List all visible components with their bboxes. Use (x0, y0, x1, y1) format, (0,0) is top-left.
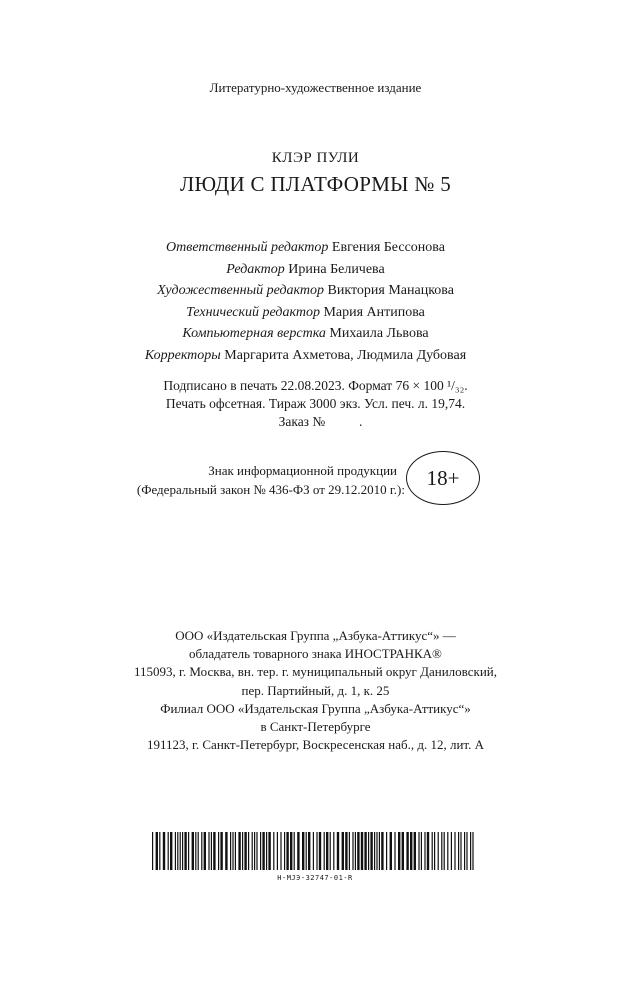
barcode-bar (170, 832, 172, 870)
barcode-bar (201, 832, 202, 870)
publisher-line: ООО «Издательская Группа „Азбука-Аттикус“» — (175, 628, 456, 643)
barcode-bar (308, 832, 310, 870)
barcode-bar (441, 832, 442, 870)
credit-person: Мария Антипова (323, 304, 425, 320)
credit-person: Михаила Львова (329, 326, 429, 341)
barcode-bar (319, 832, 321, 870)
book-title: ЛЮДИ С ПЛАТФОРМЫ № 5 (179, 172, 452, 196)
barcode-bar (152, 832, 153, 870)
barcode-bar (451, 832, 452, 870)
barcode-bar (345, 832, 347, 870)
barcode-bar (337, 832, 339, 870)
barcode-bar (280, 832, 281, 870)
barcode-bar (333, 832, 334, 870)
print-line-circulation: Печать офсетная. Тираж 3000 экз. Усл. печ. л. 19,74. (165, 396, 466, 411)
barcode-bar (447, 832, 448, 870)
credit-person: Ирина Беличева (288, 261, 385, 277)
barcode-bar (466, 832, 467, 870)
barcode-bar (454, 832, 455, 870)
barcode-bar (406, 832, 408, 870)
barcode-bar (352, 832, 353, 870)
barcode-bar (402, 832, 404, 870)
barcode-bar (326, 832, 328, 870)
barcode-bar (184, 832, 186, 870)
credit-role: Художественный редактор (157, 283, 325, 298)
credit-role: Технический редактор (186, 304, 320, 320)
genre-label: Литературно-художественное издание (209, 80, 422, 95)
barcode-bar (192, 832, 194, 870)
barcode-bar (434, 832, 435, 870)
barcode-bar (168, 832, 169, 870)
barcode-bar (381, 832, 383, 870)
barcode-bar (238, 832, 240, 870)
publisher-line: пер. Партийный, д. 1, к. 25 (241, 682, 390, 698)
barcode-bar (414, 832, 416, 870)
credit-row (0, 345, 611, 367)
barcode-bar (421, 832, 422, 870)
barcode-bar (355, 832, 356, 870)
credit-row (0, 302, 611, 324)
credit-role: Ответственный редактор (166, 240, 329, 255)
barcode-bar (244, 832, 246, 870)
credit-row (0, 259, 611, 281)
publisher-line: 115093, г. Москва, вн. тер. г. муниципальный округ Даниловский, (134, 664, 497, 680)
barcode-bar (273, 832, 274, 870)
barcode-bar (342, 832, 344, 870)
barcode-bar (458, 832, 459, 870)
barcode-bar (211, 832, 212, 870)
credit-person: Евгения Бессонова (331, 240, 445, 255)
author-name: КЛЭР ПУЛИ (271, 150, 360, 166)
barcode (150, 832, 480, 892)
barcode-bar (175, 832, 176, 870)
barcode-label: Н-МJЭ-32747-01-R (277, 874, 353, 882)
print-line-order: Заказ № . (278, 414, 363, 429)
barcode-bar (159, 832, 160, 870)
barcode-bar (374, 832, 375, 870)
barcode-bar (357, 832, 359, 870)
barcode-bar (195, 832, 196, 870)
barcode-bar (220, 832, 222, 870)
barcode-bar (294, 832, 295, 870)
barcode-bar (230, 832, 231, 870)
barcode-bar (297, 832, 299, 870)
barcode-bars (150, 832, 480, 872)
barcode-bar (286, 832, 288, 870)
credit-row (0, 280, 611, 302)
barcode-bar (349, 832, 350, 870)
barcode-bar (386, 832, 387, 870)
barcode-bar (324, 832, 325, 870)
barcode-bar (418, 832, 419, 870)
credit-role: Компьютерная верстка (182, 326, 326, 341)
barcode-bar (398, 832, 400, 870)
barcode-bar (376, 832, 377, 870)
barcode-bar (204, 832, 206, 870)
barcode-bar (188, 832, 189, 870)
barcode-bar (313, 832, 314, 870)
credit-role: Редактор (226, 261, 285, 277)
credit-person: Виктория Манацкова (327, 283, 454, 298)
barcode-bar (460, 832, 461, 870)
barcode-bar (444, 832, 445, 870)
barcode-bar (432, 832, 433, 870)
barcode-bar (438, 832, 439, 870)
barcode-bar (260, 832, 261, 870)
barcode-bar (306, 832, 307, 870)
credits-block (0, 237, 611, 366)
publisher-line: обладатель товарного знака ИНОСТРАНКА® (189, 646, 442, 662)
barcode-bar (163, 832, 165, 870)
publisher-block (0, 627, 631, 754)
barcode-bar (235, 832, 236, 870)
barcode-bar (390, 832, 392, 870)
barcode-bar (368, 832, 369, 870)
barcode-bar (290, 832, 292, 870)
barcode-bar (268, 832, 270, 870)
age-rating-badge: 18+ (406, 451, 480, 505)
credit-person: Маргарита Ахметова, Людмила Дубовая (224, 347, 467, 363)
barcode-bar (252, 832, 253, 870)
barcode-bar (213, 832, 215, 870)
barcode-bar (156, 832, 158, 870)
info-sign-line2: (Федеральный закон № 436-ФЗ от 29.12.2010 г.): (136, 481, 405, 497)
barcode-bar (361, 832, 363, 870)
barcode-bar (232, 832, 233, 870)
barcode-bar (208, 832, 209, 870)
barcode-bar (256, 832, 257, 870)
credit-role: Корректоры (144, 347, 221, 363)
barcode-bar (472, 832, 473, 870)
barcode-bar (266, 832, 267, 870)
barcode-bar (218, 832, 219, 870)
barcode-bar (302, 832, 304, 870)
barcode-bar (182, 832, 183, 870)
credit-row (0, 323, 611, 345)
info-sign-line1: Знак информационной продукции (208, 463, 397, 478)
barcode-bar (370, 832, 372, 870)
credit-row (0, 237, 611, 259)
barcode-bar (330, 832, 331, 870)
barcode-bar (277, 832, 278, 870)
barcode-bar (254, 832, 255, 870)
print-line-signed: Подписано в печать 22.08.2023. Формат 76 × 100 ¹/₃₂. (163, 378, 468, 393)
barcode-bar (364, 832, 366, 870)
publisher-line: в Санкт-Петербурге (260, 719, 371, 735)
barcode-bar (470, 832, 471, 870)
barcode-bar (379, 832, 380, 870)
info-sign-text (115, 462, 405, 499)
barcode-bar (464, 832, 465, 870)
barcode-bar (242, 832, 243, 870)
barcode-bar (424, 832, 425, 870)
barcode-bar (284, 832, 285, 870)
barcode-bar (410, 832, 412, 870)
barcode-bar (177, 832, 178, 870)
barcode-bar (394, 832, 395, 870)
barcode-bar (316, 832, 317, 870)
barcode-bar (262, 832, 264, 870)
publisher-line: Филиал ООО «Издательская Группа „Азбука-Аттикус“» (160, 700, 471, 716)
barcode-bar (198, 832, 199, 870)
publisher-line: 191123, г. Санкт-Петербург, Воскресенская наб., д. 12, лит. А (147, 737, 484, 753)
print-details (0, 377, 631, 431)
barcode-bar (248, 832, 249, 870)
barcode-bar (427, 832, 429, 870)
barcode-bar (180, 832, 181, 870)
barcode-bar (225, 832, 227, 870)
